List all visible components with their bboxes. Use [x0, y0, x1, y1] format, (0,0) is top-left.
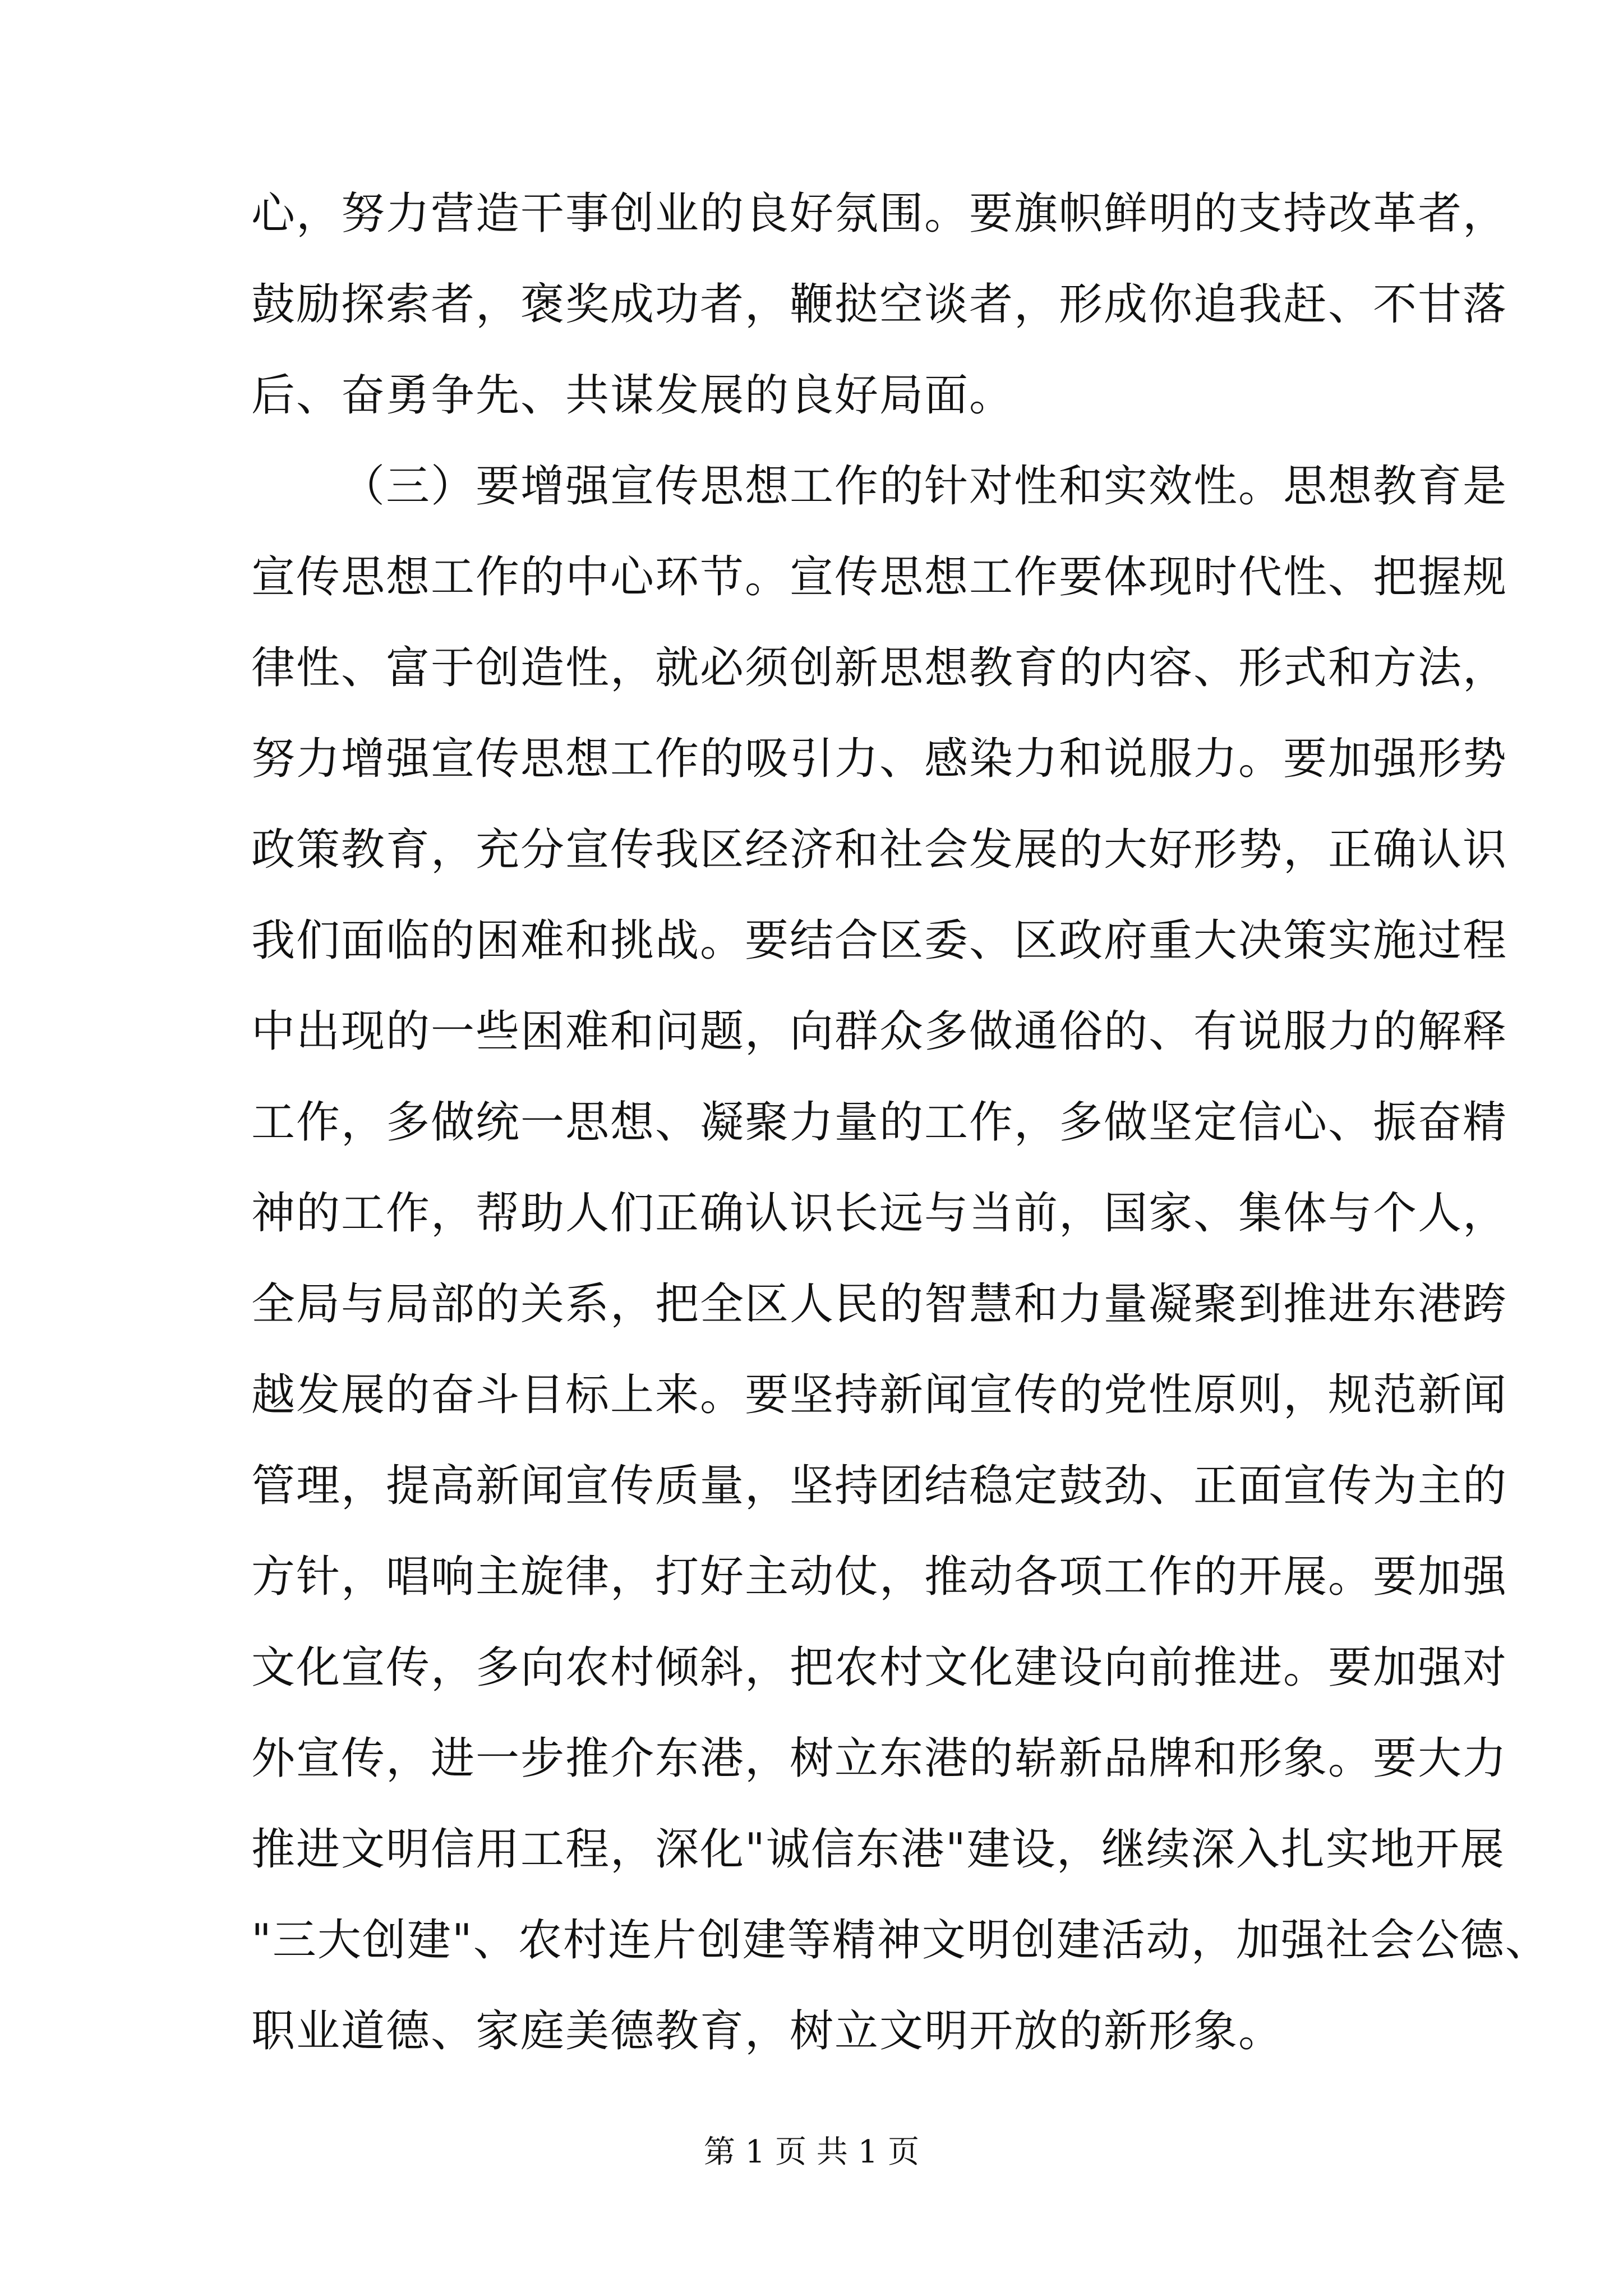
text-line: 后、奋勇争先、共谋发展的良好局面。 — [251, 370, 1015, 421]
text-line: 方针，唱响主旋律，打好主动仗，推动各项工作的开展。要加强 — [251, 1552, 1508, 1602]
page-footer: 第 1 页 共 1 页 — [703, 2134, 920, 2170]
text-line: 全局与局部的关系，把全区人民的智慧和力量凝聚到推进东港跨 — [251, 1279, 1508, 1329]
text-line: 中出现的一些困难和问题，向群众多做通俗的、有说服力的解释 — [251, 1006, 1508, 1057]
text-line: 努力增强宣传思想工作的吸引力、感染力和说服力。要加强形势 — [251, 734, 1508, 784]
text-line: 我们面临的困难和挑战。要结合区委、区政府重大决策实施过程 — [251, 915, 1508, 966]
text-line: 心，努力营造干事创业的良好氛围。要旗帜鲜明的支持改革者， — [251, 188, 1508, 239]
section-heading-line: （三）要增强宣传思想工作的针对性和实效性。思想教育是 — [341, 461, 1508, 512]
body-text — [251, 0, 1550, 2132]
text-line: 越发展的奋斗目标上来。要坚持新闻宣传的党性原则，规范新闻 — [251, 1370, 1508, 1420]
text-line: 文化宣传，多向农村倾斜，把农村文化建设向前推进。要加强对 — [251, 1642, 1508, 1693]
text-line: 律性、富于创造性，就必须创新思想教育的内容、形式和方法， — [251, 643, 1508, 693]
text-line: 鼓励探索者，褒奖成功者，鞭挞空谈者，形成你追我赶、不甘落 — [251, 279, 1508, 330]
text-line: 外宣传，进一步推介东港，树立东港的崭新品牌和形象。要大力 — [251, 1733, 1508, 1784]
text-line: 宣传思想工作的中心环节。宣传思想工作要体现时代性、把握规 — [251, 552, 1508, 602]
text-line: 政策教育，充分宣传我区经济和社会发展的大好形势，正确认识 — [251, 825, 1508, 875]
text-line: 管理，提高新闻宣传质量，坚持团结稳定鼓劲、正面宣传为主的 — [251, 1461, 1508, 1511]
text-line: 推进文明信用工程，深化"诚信东港"建设，继续深入扎实地开展 — [251, 1824, 1505, 1875]
text-line: 职业道德、家庭美德教育，树立文明开放的新形象。 — [251, 2006, 1284, 2056]
text-line: 神的工作，帮助人们正确认识长远与当前，国家、集体与个人， — [251, 1188, 1508, 1239]
text-line: 工作，多做统一思想、凝聚力量的工作，多做坚定信心、振奋精 — [251, 1097, 1508, 1148]
text-line: "三大创建"、农村连片创建等精神文明创建活动，加强社会公德、 — [251, 1915, 1550, 1966]
